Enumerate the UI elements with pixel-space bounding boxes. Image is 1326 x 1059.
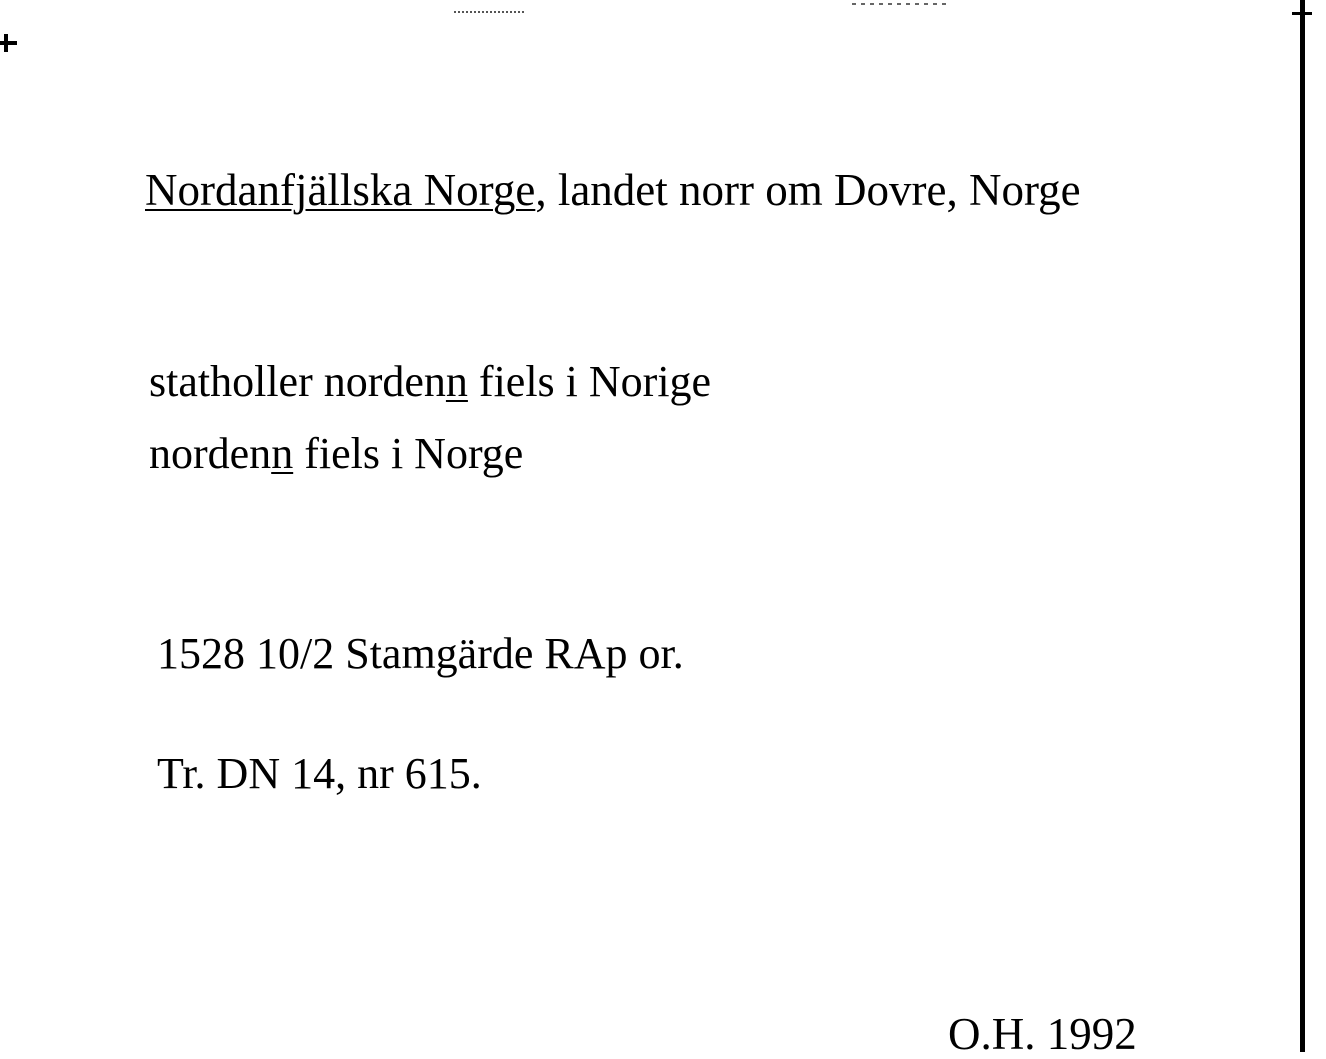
card-right-border [1300,0,1305,1052]
headword-line [145,165,1081,215]
headword-gloss: , landet norr om Dovre, Norge [535,165,1081,215]
headword: Nordanfjällska Norge [145,165,536,215]
attested-form-1-underlined: n [445,357,468,406]
scan-speck [852,3,946,5]
signature: O.H. 1992 [948,1009,1137,1059]
attested-form-2 [149,429,524,478]
source-date: 1528 10/2 Stamgärde RAp or. [157,629,684,678]
attested-form-1-after: fiels i Norige [467,357,712,406]
attested-form-1-before: statholler norden [149,357,446,406]
border-tick [1292,12,1312,15]
print-reference: Tr. DN 14, nr 615. [157,749,482,798]
attested-form-2-after: fiels i Norge [293,429,524,478]
corner-mark-vertical [4,34,8,52]
attested-form-2-before: norden [149,429,272,478]
scan-speck [454,11,526,13]
corner-mark [0,41,17,45]
attested-form-2-underlined: n [271,429,294,478]
attested-form-1 [149,357,712,406]
